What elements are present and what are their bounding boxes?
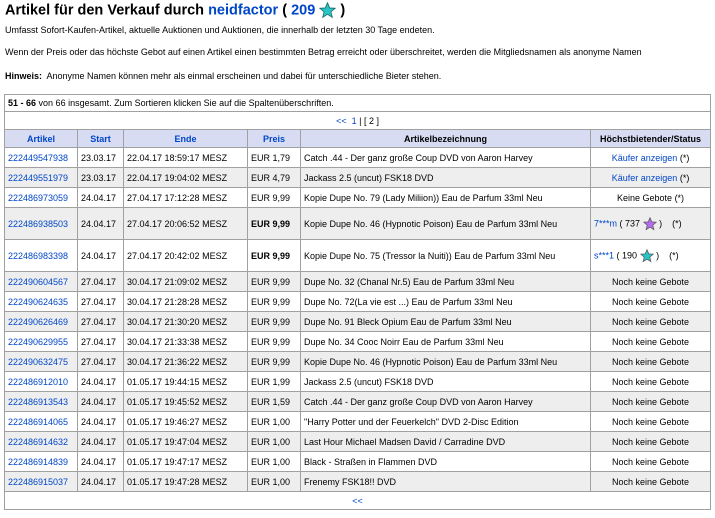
price-cell: EUR 1,00: [248, 432, 301, 452]
start-date-cell: 24.04.17: [78, 472, 124, 492]
result-info-row: [5, 95, 711, 112]
start-date-cell: 23.03.17: [78, 168, 124, 188]
pager-separator: |: [359, 115, 362, 126]
item-id-link[interactable]: 222486913543: [8, 396, 69, 407]
item-id-link[interactable]: 222490632475: [8, 356, 69, 367]
description-cell: Black - Straßen in Flammen DVD: [301, 452, 591, 472]
item-id-cell: [5, 432, 78, 452]
table-row: [5, 352, 711, 372]
end-date-cell: 30.04.17 21:33:38 MESZ: [124, 332, 248, 352]
result-summary: von 66 insgesamt. Zum Sortieren klicken Sie auf die Spaltenüberschriften.: [38, 98, 334, 108]
status-text: Keine Gebote: [617, 192, 673, 203]
description-cell: Kopie Dupe No. 46 (Hypnotic Poison) Eau de Parfum 33ml Neu: [301, 208, 591, 240]
star-icon[interactable]: [643, 217, 657, 231]
bidder-score-close: ): [656, 249, 660, 260]
start-date-cell: 24.04.17: [78, 412, 124, 432]
item-id-link[interactable]: 222486915037: [8, 476, 69, 487]
items-table: [4, 94, 711, 510]
item-id-link[interactable]: 222486973059: [8, 192, 69, 203]
end-date-cell: 27.04.17 20:06:52 MESZ: [124, 208, 248, 240]
status-cell: [591, 272, 711, 292]
item-id-cell: [5, 188, 78, 208]
pager-bottom: [5, 492, 711, 510]
item-id-cell: [5, 208, 78, 240]
item-id-cell: [5, 452, 78, 472]
status-cell: [591, 188, 711, 208]
start-date-cell: 24.04.17: [78, 240, 124, 272]
bidder-score: 190: [622, 249, 638, 260]
end-date-cell: 22.04.17 18:59:17 MESZ: [124, 148, 248, 168]
item-id-cell: [5, 472, 78, 492]
price-cell: EUR 1,79: [248, 148, 301, 168]
description-cell: Dupe No. 91 Bleck Opium Eau de Parfum 33ml Neu: [301, 312, 591, 332]
bidder-score-open: (: [619, 217, 623, 228]
price-cell: EUR 9,99: [248, 240, 301, 272]
item-id-cell: [5, 292, 78, 312]
price-cell: EUR 9,99: [248, 332, 301, 352]
column-header-artikelbezeichnung: Artikelbezeichnung: [301, 130, 591, 148]
item-id-link[interactable]: 222490604567: [8, 276, 69, 287]
price-cell: EUR 9,99: [248, 188, 301, 208]
item-id-link[interactable]: 222449547938: [8, 152, 69, 163]
item-id-cell: [5, 312, 78, 332]
end-date-cell: 30.04.17 21:36:22 MESZ: [124, 352, 248, 372]
table-row: [5, 372, 711, 392]
pager-prev-link-bottom[interactable]: <<: [352, 495, 363, 506]
status-text: Noch keine Gebote: [612, 476, 690, 487]
pager-page-1-link[interactable]: 1: [351, 115, 357, 126]
item-id-link[interactable]: 222486938503: [8, 218, 69, 229]
status-text: Noch keine Gebote: [612, 416, 690, 427]
table-row: [5, 168, 711, 188]
status-footnote-mark: (*): [679, 172, 690, 183]
item-id-cell: [5, 372, 78, 392]
item-id-cell: [5, 168, 78, 188]
item-id-cell: [5, 332, 78, 352]
status-text: Noch keine Gebote: [612, 336, 690, 347]
status-text: Noch keine Gebote: [612, 316, 690, 327]
bidder-link[interactable]: s***1: [594, 249, 615, 260]
item-id-link[interactable]: 222449551979: [8, 172, 69, 183]
item-id-link[interactable]: 222490624635: [8, 296, 69, 307]
star-icon[interactable]: [640, 249, 654, 263]
table-row: [5, 472, 711, 492]
price-cell: EUR 1,99: [248, 372, 301, 392]
column-header-start[interactable]: Start: [78, 130, 124, 148]
price-cell: EUR 9,99: [248, 208, 301, 240]
table-row: [5, 452, 711, 472]
item-id-cell: [5, 272, 78, 292]
start-date-cell: 24.04.17: [78, 188, 124, 208]
status-cell: [591, 240, 711, 272]
item-id-cell: [5, 392, 78, 412]
description-cell: Kopie Dupe No. 46 (Hypnotic Poison) Eau de Parfum 33ml Neu: [301, 352, 591, 372]
table-row: [5, 432, 711, 452]
page-subtitle: Umfasst Sofort-Kaufen-Artikel, aktuelle Auktionen und Auktionen, die innerhalb der letzten 30 Tage endeten.: [5, 25, 435, 35]
description-cell: Catch .44 - Der ganz große Coup DVD von Aaron Harvey: [301, 392, 591, 412]
table-row: [5, 240, 711, 272]
end-date-cell: 01.05.17 19:47:04 MESZ: [124, 432, 248, 452]
table-row: [5, 332, 711, 352]
score-close: ): [340, 2, 346, 19]
start-date-cell: 27.04.17: [78, 292, 124, 312]
start-date-cell: 27.04.17: [78, 312, 124, 332]
item-id-link[interactable]: 222490629955: [8, 336, 69, 347]
status-text: Noch keine Gebote: [612, 436, 690, 447]
item-id-link[interactable]: 222486914632: [8, 436, 69, 447]
bidder-score-close: ): [659, 217, 663, 228]
end-date-cell: 01.05.17 19:47:17 MESZ: [124, 452, 248, 472]
start-date-cell: 27.04.17: [78, 332, 124, 352]
price-cell: EUR 1,00: [248, 472, 301, 492]
item-id-cell: [5, 240, 78, 272]
status-cell: [591, 292, 711, 312]
start-date-cell: 27.04.17: [78, 352, 124, 372]
description-cell: Dupe No. 34 Cooc Noirr Eau de Parfum 33ml Neu: [301, 332, 591, 352]
column-header-ende[interactable]: Ende: [124, 130, 248, 148]
price-cell: EUR 1,00: [248, 412, 301, 432]
status-cell: [591, 208, 711, 240]
price-cell: EUR 9,99: [248, 272, 301, 292]
status-cell: [591, 168, 711, 188]
view-buyer-link[interactable]: Käufer anzeigen: [611, 172, 678, 183]
status-footnote-mark: (*): [679, 152, 690, 163]
hint-text: Anonyme Namen können mehr als einmal erscheinen und dabei für unterschiedliche Bieter stehen.: [46, 71, 442, 81]
end-date-cell: 30.04.17 21:09:02 MESZ: [124, 272, 248, 292]
description-cell: Dupe No. 32 (Chanal Nr.5) Eau de Parfum 33ml Neu: [301, 272, 591, 292]
item-id-link[interactable]: 222490626469: [8, 316, 69, 327]
end-date-cell: 01.05.17 19:45:52 MESZ: [124, 392, 248, 412]
end-date-cell: 01.05.17 19:44:15 MESZ: [124, 372, 248, 392]
hint-note: [5, 71, 441, 81]
bidder-link[interactable]: 7***m: [594, 217, 618, 228]
item-id-link[interactable]: 222486914065: [8, 416, 69, 427]
price-cell: EUR 9,99: [248, 352, 301, 372]
start-date-cell: 27.04.17: [78, 272, 124, 292]
status-cell: [591, 412, 711, 432]
status-text: Noch keine Gebote: [612, 276, 690, 287]
score-open: (: [282, 2, 288, 19]
table-row: [5, 292, 711, 312]
pager-current-page: [ 2 ]: [363, 115, 379, 126]
table-row: [5, 312, 711, 332]
page-title: [5, 2, 345, 19]
start-date-cell: 23.03.17: [78, 148, 124, 168]
anonymity-note: Wenn der Preis oder das höchste Gebot auf einen Artikel einen bestimmten Betrag erreicht oder überschreitet, werden die Mitgliedsnamen als anonyme Namen: [5, 47, 642, 57]
end-date-cell: 22.04.17 19:04:02 MESZ: [124, 168, 248, 188]
status-cell: [591, 312, 711, 332]
description-cell: Frenemy FSK18!! DVD: [301, 472, 591, 492]
status-cell: [591, 472, 711, 492]
status-cell: [591, 392, 711, 412]
feedback-score-link[interactable]: 209: [291, 2, 316, 19]
start-date-cell: 24.04.17: [78, 432, 124, 452]
seller-link[interactable]: neidfactor: [208, 2, 279, 19]
description-cell: Dupe No. 72(La vie est ...) Eau de Parfum 33ml Neu: [301, 292, 591, 312]
status-footnote-mark: (*): [672, 217, 682, 228]
table-row: [5, 272, 711, 292]
item-id-cell: [5, 352, 78, 372]
status-cell: [591, 352, 711, 372]
end-date-cell: 01.05.17 19:47:28 MESZ: [124, 472, 248, 492]
start-date-cell: 24.04.17: [78, 372, 124, 392]
status-text: Noch keine Gebote: [612, 356, 690, 367]
start-date-cell: 24.04.17: [78, 392, 124, 412]
star-icon[interactable]: [319, 2, 336, 19]
table-row: [5, 208, 711, 240]
status-text: Noch keine Gebote: [612, 456, 690, 467]
result-range: 51 - 66: [8, 98, 37, 108]
column-header-artikel[interactable]: Artikel: [5, 130, 78, 148]
item-id-cell: [5, 148, 78, 168]
status-cell: [591, 148, 711, 168]
table-row: [5, 412, 711, 432]
description-cell: Jackass 2.5 (uncut) FSK18 DVD: [301, 372, 591, 392]
pager-top: [5, 112, 711, 130]
price-cell: EUR 1,59: [248, 392, 301, 412]
bidder-score: 737: [625, 217, 641, 228]
table-row: [5, 392, 711, 412]
hint-label: Hinweis:: [5, 71, 43, 81]
column-header-preis[interactable]: Preis: [248, 130, 301, 148]
item-id-link[interactable]: 222486983398: [8, 250, 69, 261]
price-cell: EUR 1,00: [248, 452, 301, 472]
status-footnote-mark: (*): [674, 192, 685, 203]
price-cell: EUR 4,79: [248, 168, 301, 188]
bidder-score-open: (: [616, 249, 620, 260]
title-prefix: Artikel für den Verkauf durch: [5, 2, 205, 19]
description-cell: Kopie Dupe No. 79 (Lady Miliion)) Eau de Parfum 33ml Neu: [301, 188, 591, 208]
view-buyer-link[interactable]: Käufer anzeigen: [611, 152, 678, 163]
end-date-cell: 30.04.17 21:30:20 MESZ: [124, 312, 248, 332]
status-text: Noch keine Gebote: [612, 296, 690, 307]
column-header-status: Höchstbietender/Status: [591, 130, 711, 148]
status-cell: [591, 432, 711, 452]
status-cell: [591, 452, 711, 472]
items-table-container: [4, 94, 710, 510]
price-cell: EUR 9,99: [248, 292, 301, 312]
table-row: [5, 188, 711, 208]
description-cell: Catch .44 - Der ganz große Coup DVD von Aaron Harvey: [301, 148, 591, 168]
status-text: Noch keine Gebote: [612, 396, 690, 407]
start-date-cell: 24.04.17: [78, 452, 124, 472]
item-id-cell: [5, 412, 78, 432]
description-cell: Kopie Dupe No. 75 (Tressor la Nuiti)) Eau de Parfum 33ml Neu: [301, 240, 591, 272]
end-date-cell: 01.05.17 19:46:27 MESZ: [124, 412, 248, 432]
description-cell: Last Hour Michael Madsen David / Carradine DVD: [301, 432, 591, 452]
status-cell: [591, 332, 711, 352]
item-id-link[interactable]: 222486912010: [8, 376, 69, 387]
pager-prev-link[interactable]: <<: [336, 115, 347, 126]
table-row: [5, 148, 711, 168]
table-header-row: [5, 130, 711, 148]
end-date-cell: 27.04.17 20:42:02 MESZ: [124, 240, 248, 272]
description-cell: "Harry Potter und der Feuerkelch" DVD 2-Disc Edition: [301, 412, 591, 432]
status-cell: [591, 372, 711, 392]
end-date-cell: 27.04.17 17:12:28 MESZ: [124, 188, 248, 208]
start-date-cell: 24.04.17: [78, 208, 124, 240]
price-cell: EUR 9,99: [248, 312, 301, 332]
status-footnote-mark: (*): [669, 249, 679, 260]
description-cell: Jackass 2.5 (uncut) FSK18 DVD: [301, 168, 591, 188]
item-id-link[interactable]: 222486914839: [8, 456, 69, 467]
end-date-cell: 30.04.17 21:28:28 MESZ: [124, 292, 248, 312]
status-text: Noch keine Gebote: [612, 376, 690, 387]
